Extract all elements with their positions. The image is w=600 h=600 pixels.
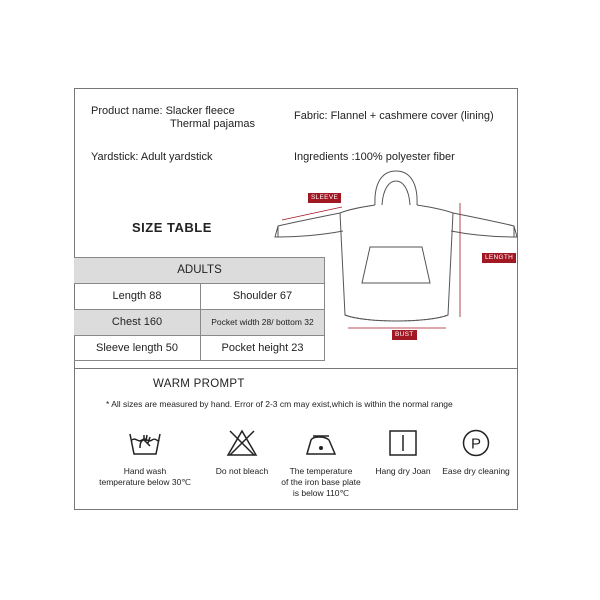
care-item-no-bleach	[205, 428, 279, 476]
header-adults: ADULTS	[177, 264, 222, 276]
length-tag: LENGTH	[482, 253, 516, 263]
fabric-info: Fabric: Flannel + cashmere cover (lining)	[294, 110, 494, 122]
cell-chest: Chest 160	[111, 316, 163, 328]
no-bleach-icon	[225, 428, 259, 458]
care-item-iron	[274, 428, 368, 498]
table-border	[200, 283, 201, 361]
care-label-line1: The temperature	[289, 466, 353, 476]
care-label-line2: temperature below 30℃	[99, 477, 191, 487]
cell-pocket-height: Pocket height 23	[221, 342, 304, 354]
warm-prompt-title: WARM PROMPT	[153, 378, 245, 390]
product-name	[91, 105, 255, 131]
sleeve-tag: SLEEVE	[308, 193, 341, 203]
measure-note: * All sizes are measured by hand. Error of 2-3 cm may exist,which is within the normal range	[106, 399, 453, 409]
iron-icon	[303, 428, 339, 458]
care-label-line3: is below 110℃	[292, 488, 350, 498]
care-label-line1: Hang dry Joan	[375, 466, 431, 476]
ingredients-info: Ingredients :100% polyester fiber	[294, 151, 455, 163]
care-label-line1: Do not bleach	[215, 466, 269, 476]
care-item-dry-clean	[436, 428, 516, 476]
hang-dry-icon	[386, 428, 420, 458]
dry-clean-icon	[459, 428, 493, 458]
product-name-line1: Product name: Slacker fleece	[91, 105, 235, 117]
product-name-line2: Thermal pajamas	[170, 118, 255, 130]
yardstick-info: Yardstick: Adult yardstick	[91, 151, 213, 163]
svg-text:P: P	[470, 435, 482, 453]
care-item-hand-wash	[90, 428, 200, 487]
section-divider	[74, 368, 518, 369]
hoodie-diagram	[270, 165, 520, 350]
care-label-line1: Hand wash	[123, 466, 167, 476]
hand-wash-icon	[128, 428, 162, 458]
cell-pocket-width: Pocket width 28/ bottom 32	[211, 317, 314, 327]
size-table-title: SIZE TABLE	[132, 220, 212, 235]
care-item-hang-dry	[368, 428, 438, 476]
care-label-line2: of the iron base plate	[281, 477, 361, 487]
cell-shoulder: Shoulder 67	[232, 290, 293, 302]
cell-sleeve-length: Sleeve length 50	[96, 342, 178, 354]
care-label-line1: Ease dry cleaning	[442, 466, 510, 476]
cell-length: Length 88	[112, 290, 162, 302]
bust-tag: BUST	[392, 330, 417, 340]
